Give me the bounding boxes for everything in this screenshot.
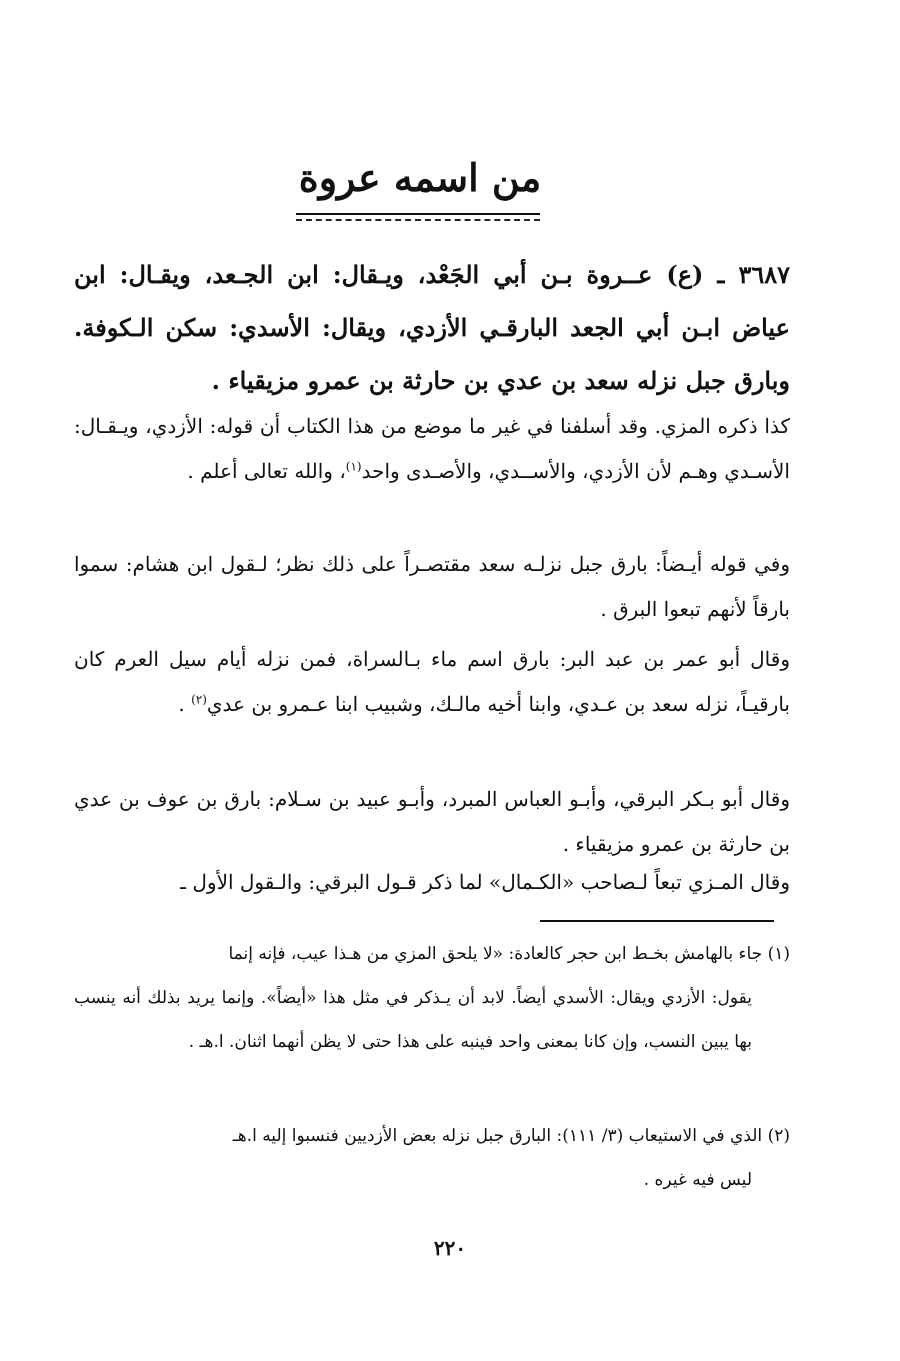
entry-symbol: (ع) xyxy=(666,260,704,289)
page-number: ٢٢٠ xyxy=(433,1236,467,1260)
biography-entry xyxy=(74,248,790,407)
title-underline-decor xyxy=(296,219,540,221)
paragraph-3-text-a: وقال أبو عمر بن عبد البر: بارق اسم ماء بـالسراة، فمن نزله أيام سيل العرم كان بارقيـاً، نزله سعد بن عـدي، وابنا أخيه مالـك، وشبيب ابنا عـمرو بن عدي xyxy=(74,647,790,716)
section-title: من اسمه عروة xyxy=(298,155,542,200)
title-underline xyxy=(296,213,540,215)
footnote-ref-1: (١) xyxy=(345,459,362,474)
paragraph-1-text-a: كذا ذكره المزي. وقد أسلفنا في غير ما موضع من هذا الكتاب أن قوله: الأزدي، ويـقـال: الأسـدي وهـم لأن الأزدي، والأســدي، والأصـدى واحد xyxy=(74,414,791,483)
entry-text: عــروة بـن أبي الجَعْد، ويـقال: ابن الجـعد، ويقـال: ابن عياض ابـن أبي الجعد البارقـي الأزدي، ويقال: الأسدي: سكن الـكوفة. وبارق جبل نزله سعد بن عدي بن حارثة بن عمرو مزيقياء . xyxy=(74,260,790,395)
footnote-1 xyxy=(74,932,790,1064)
footnote-separator xyxy=(540,920,774,922)
paragraph-3 xyxy=(74,637,790,727)
footnote-1-first-text: جاء بالهامش بخـط ابن حجر كالعادة: «لا يلحق المزي من هـذا عيب، فإنه إنما xyxy=(228,944,763,964)
footnote-ref-2: (٢) xyxy=(191,692,207,707)
entry-number: ٣٦٨٧ ـ xyxy=(717,260,791,289)
paragraph-3-text-b: . xyxy=(178,692,192,716)
footnote-2-continuation: ليس فيه غيره . xyxy=(643,1170,752,1190)
footnote-2 xyxy=(74,1114,790,1202)
paragraph-1 xyxy=(74,404,790,494)
footnote-2-first-text: الذي في الاستيعاب (٣/ ١١١): البارق جبل نزله بعض الأزديين فنسبوا إليه ا.هـ xyxy=(232,1126,763,1146)
paragraph-4: وقال أبو بـكر البرقي، وأبـو العباس المبرد، وأبـو عبيد بن سـلام: بارق بن عوف بن عدي بن حارثة بن عمرو مزيقياء . xyxy=(74,787,790,856)
footnote-2-first-line xyxy=(74,1114,790,1158)
footnote-2-marker: (٢) xyxy=(767,1126,790,1146)
paragraph-5: وقال المـزي تبعاً لـصاحب «الكـمال» لما ذكر قـول البرقي: والـقول الأول ـ xyxy=(180,870,790,894)
footnote-1-first-line xyxy=(74,932,790,976)
footnote-1-continuation: يقول: الأزدي ويقال: الأسدي أيضاً. لابد أن يـذكر في مثل هذا «أيضاً». وإنما يريد بذلك أنه ينسب بها يبين النسب، وإن كانا بمعنى واحد فينبه على هذا حتى لا يظن أنهما اثنان. ا.هـ . xyxy=(74,988,752,1052)
paragraph-1-text-b: ، والله تعالى أعلم . xyxy=(187,459,346,483)
paragraph-2: وفي قوله أيـضاً: بارق جبل نزلـه سعد مقتصـراً على ذلك نظر؛ لـقول ابن هشام: سموا بارقاً لأنهم تبعوا البرق . xyxy=(74,552,790,621)
footnote-1-marker: (١) xyxy=(767,944,790,964)
